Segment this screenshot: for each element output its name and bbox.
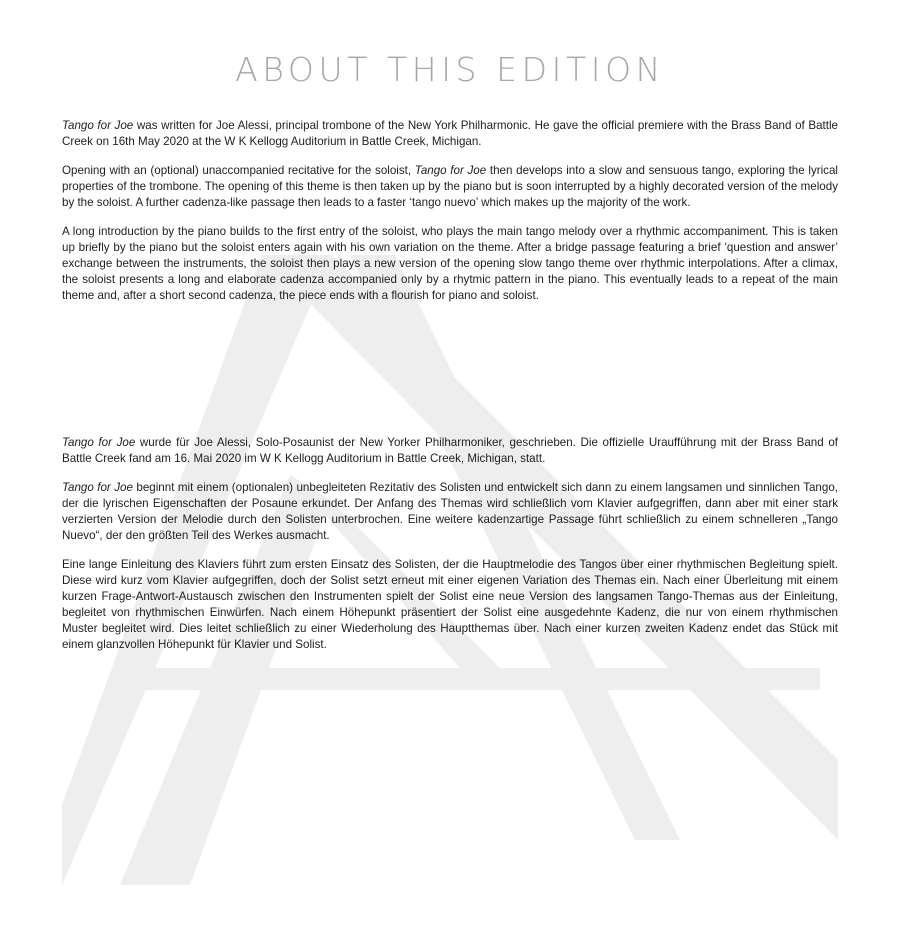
english-paragraph-1 (62, 118, 838, 150)
english-paragraph-3 (62, 224, 838, 304)
english-section (62, 118, 838, 317)
german-paragraph-3 (62, 557, 838, 653)
paragraph-text: Opening with an (optional) unaccompanied recitative for the soloist, (62, 164, 415, 177)
paragraph-text: wurde für Joe Alessi, Solo-Posaunist der New Yorker Philharmoniker, geschrieben. Die offizielle Uraufführung mit der Brass Band of Battle Creek fand am 16. Mai 2020 im W K Kellogg Auditorium in Battle Creek, Michigan, statt. (62, 436, 838, 465)
english-paragraph-2 (62, 163, 838, 211)
work-title: Tango for Joe (62, 436, 136, 449)
paragraph-text: was written for Joe Alessi, principal trombone of the New York Philharmonic. He gave the official premiere with the Brass Band of Battle Creek on 16th May 2020 at the W K Kellogg Auditorium in Battle Creek, Michigan. (62, 119, 838, 148)
work-title: Tango for Joe (62, 481, 133, 494)
page-title: ABOUT THIS EDITION (235, 50, 665, 89)
german-section (62, 435, 838, 666)
german-paragraph-1 (62, 435, 838, 467)
work-title: Tango for Joe (62, 119, 134, 132)
paragraph-text: then develops into a slow and sensuous tango, exploring the lyrical properties of the trombone. The opening of this theme is then taken up by the piano but is soon interrupted by a highly decorated version of the melody by the soloist. A further cadenza-like passage then leads to a faster ‘tango nuevo’ which makes up the majority of the work. (62, 164, 839, 209)
work-title: Tango for Joe (414, 164, 487, 177)
paragraph-text: A long introduction by the piano builds to the first entry of the soloist, who plays the main tango melody over a rhythmic accompaniment. This is taken up briefly by the piano but the soloist enters again with his own variation on the theme. After a bridge passage featuring a brief ‘question and answer’ exchange between the instruments, the soloist then plays a new version of the opening slow tango theme over rhythmic interpolations. After a climax, the soloist presents a long and elaborate cadenza accompanied only by a rhytmic pattern in the piano. This eventually leads to a repeat of the main theme and, after a short second cadenza, the piece ends with a flourish for piano and soloist. (62, 225, 838, 302)
german-paragraph-2 (62, 480, 838, 544)
paragraph-text: Eine lange Einleitung des Klaviers führt zum ersten Einsatz des Solisten, der die Hauptmelodie des Tangos über einer rhythmischen Begleitung spielt. Diese wird kurz vom Klavier aufgegriffen, doch der Solist setzt erneut mit einer eigenen Variation des Themas ein. Nach einer Überleitung mit einem kurzen Frage-Antwort-Austausch zwischen den Instrumenten spielt der Solist eine neue Version des langsamen Tango-Themas aus der Einleitung, begleitet von rhythmischen Einwürfen. Nach einem Höhepunkt präsentiert der Solist eine ausgedehnte Kadenz, die nur von einem rhythmischen Muster begleitet wird. Dies leitet schließlich zu einer Wiederholung des Hauptthemas über. Nach einer kurzen zweiten Kadenz endet das Stück mit einem glanzvollen Höhepunkt für Klavier und Solist. (62, 558, 838, 651)
paragraph-text: beginnt mit einem (optionalen) unbegleiteten Rezitativ des Solisten und entwickelt sich dann zu einem langsamen und sinnlichen Tango, der die lyrischen Eigenschaften der Posaune erkundet. Der Anfang des Themas wird schließlich vom Klavier aufgegriffen, dann aber mit einer stark verzierten Version der Melodie durch den Solisten unterbrochen. Eine weitere kadenzartige Passage führt schließlich zu einem schnelleren „Tango Nuevo“, der den größten Teil des Werkes ausmacht. (62, 481, 838, 542)
